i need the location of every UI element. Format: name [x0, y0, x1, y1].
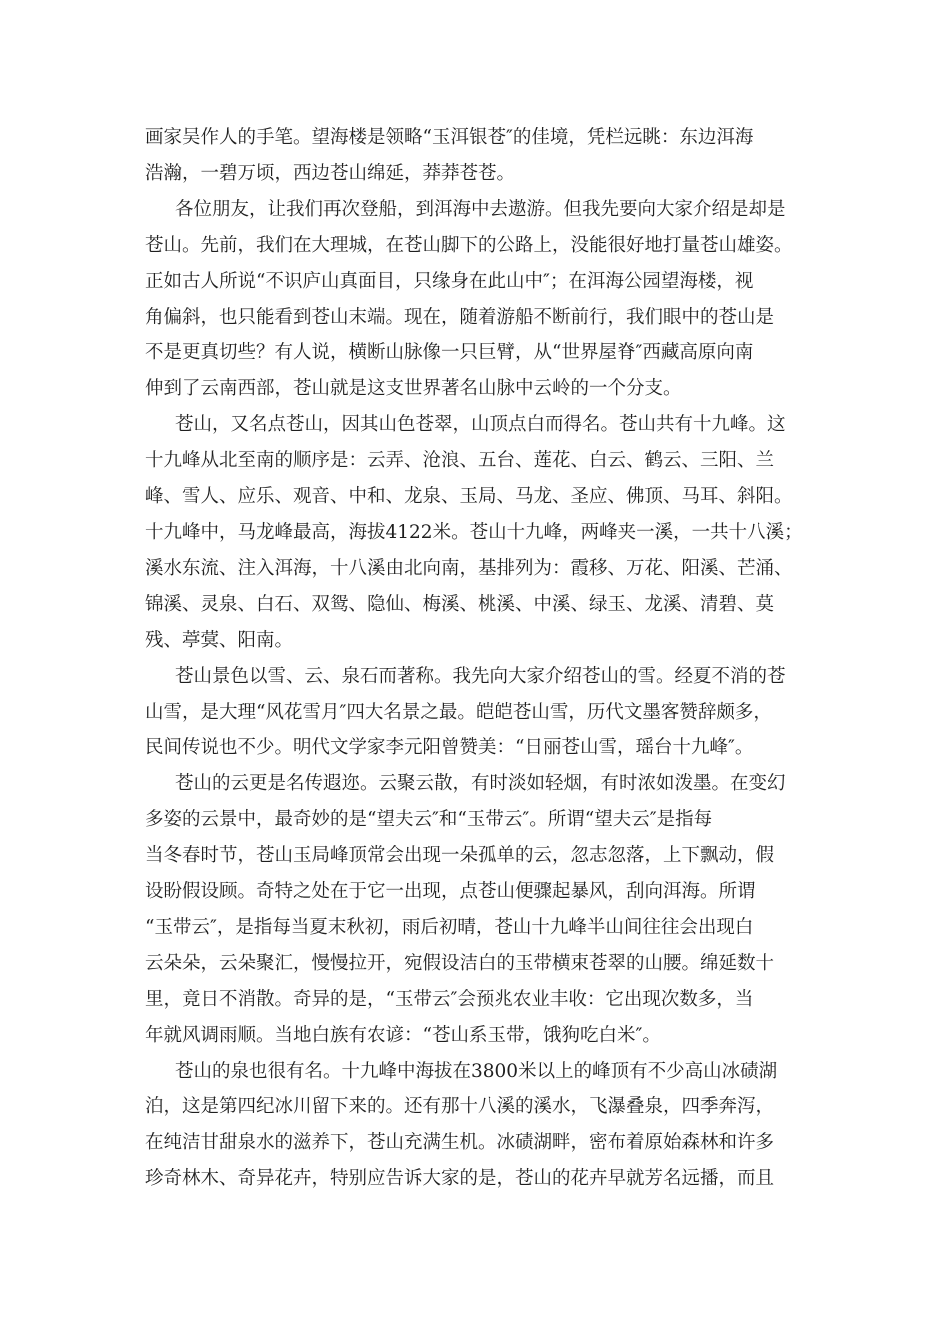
text-line: 画家吴作人的手笔。望海楼是领略“玉洱银苍″的佳境，凭栏远眺：东边洱海	[145, 127, 754, 148]
text-line: 云朵朵，云朵聚汇，慢慢拉开，宛假设洁白的玉带横束苍翠的山腰。绵延数十	[145, 952, 775, 974]
text-line: 锦溪、灵泉、白石、双鸳、隐仙、梅溪、桃溪、中溪、绿玉、龙溪、清碧、莫	[145, 593, 775, 615]
text-line: 伸到了云南西部，苍山就是这支世界著名山脉中云岭的一个分支。	[145, 378, 682, 400]
text-line: 年就风调雨顺。当地白族有农谚：“苍山系玉带，饿狗吃白米″。	[145, 1024, 661, 1046]
text-line: 山雪，是大理“风花雪月″四大名景之最。皑皑苍山雪，历代文墨客赞辞颇多，	[145, 701, 772, 723]
text-line: 设盼假设顾。奇特之处在于它一出现，点苍山便骤起暴风，刮向洱海。所谓	[145, 881, 756, 903]
text-line: 多姿的云景中，最奇妙的是“望夫云″和“玉带云″。所谓“望夫云″是指每	[145, 809, 713, 831]
paragraph-4	[145, 659, 825, 767]
text-line: 苍山的云更是名传遐迩。云聚云散，有时淡如轻烟，有时浓如泼墨。在变幻	[175, 773, 786, 795]
text-line: 在纯洁甘甜泉水的滋养下，苍山充满生机。冰碛湖畔，密布着原始森林和许多	[145, 1132, 775, 1154]
text-line: 角偏斜，也只能看到苍山末端。现在，随着游船不断前行，我们眼中的苍山是	[145, 306, 775, 328]
text-line: 当冬春时节，苍山玉局峰顶常会出现一朵孤单的云，忽志忽落，上下飘动，假	[145, 845, 775, 867]
text-line: 残、葶蓂、阳南。	[145, 629, 294, 651]
text-line: 苍山，又名点苍山，因其山色苍翠，山顶点白而得名。苍山共有十九峰。这	[175, 414, 786, 436]
paragraph-5	[145, 766, 825, 1053]
paragraph-2	[145, 192, 825, 407]
text-line: 十九峰中，马龙峰最高，海拔4122米。苍山十九峰，两峰夹一溪，一共十八溪；	[145, 521, 803, 543]
text-line: “玉带云″，是指每当夏末秋初，雨后初晴，苍山十九峰半山间往往会出现白	[145, 916, 754, 938]
paragraph-3	[145, 407, 825, 658]
text-line: 珍奇林木、奇异花卉，特别应告诉大家的是，苍山的花卉早就芳名远播，而且	[145, 1168, 775, 1190]
text-line: 十九峰从北至南的顺序是：云弄、沧浪、五台、莲花、白云、鹤云、三阳、兰	[145, 450, 775, 472]
text-line: 苍山景色以雪、云、泉石而著称。我先向大家介绍苍山的雪。经夏不消的苍	[175, 665, 786, 687]
text-line: 苍山的泉也很有名。十九峰中海拔在3800米以上的峰顶有不少高山冰碛湖	[175, 1060, 778, 1082]
text-line: 苍山。先前，我们在大理城，在苍山脚下的公路上，没能很好地打量苍山雄姿。	[145, 234, 793, 256]
text-line: 正如古人所说“不识庐山真面目，只缘身在此山中″；在洱海公园望海楼，视	[145, 270, 754, 292]
text-line: 峰、雪人、应乐、观音、中和、龙泉、玉局、马龙、圣应、佛顶、马耳、斜阳。	[145, 486, 793, 508]
text-line: 各位朋友，让我们再次登船，到洱海中去遨游。但我先要向大家介绍是却是	[175, 198, 786, 220]
text-line: 泊，这是第四纪冰川留下来的。还有那十八溪的溪水，飞瀑叠泉，四季奔泻，	[145, 1096, 775, 1118]
paragraph-1	[145, 120, 825, 192]
paragraph-6	[145, 1054, 825, 1198]
text-line: 里，竟日不消散。奇异的是，“玉带云″会预兆农业丰收：它出现次数多，当	[145, 988, 754, 1010]
text-line: 不是更真切些？有人说，横断山脉像一只巨臂，从“世界屋脊″西藏高原向南	[145, 342, 754, 364]
text-line: 浩瀚，一碧万顷，西边苍山绵延，莽莽苍苍。	[145, 162, 516, 184]
text-line: 民间传说也不少。明代文学家李元阳曾赞美：“日丽苍山雪，瑶台十九峰″。	[145, 737, 754, 759]
document-body	[145, 120, 825, 1197]
text-line: 溪水东流、注入洱海，十八溪由北向南，基排列为：霞移、万花、阳溪、芒涌、	[145, 557, 793, 579]
